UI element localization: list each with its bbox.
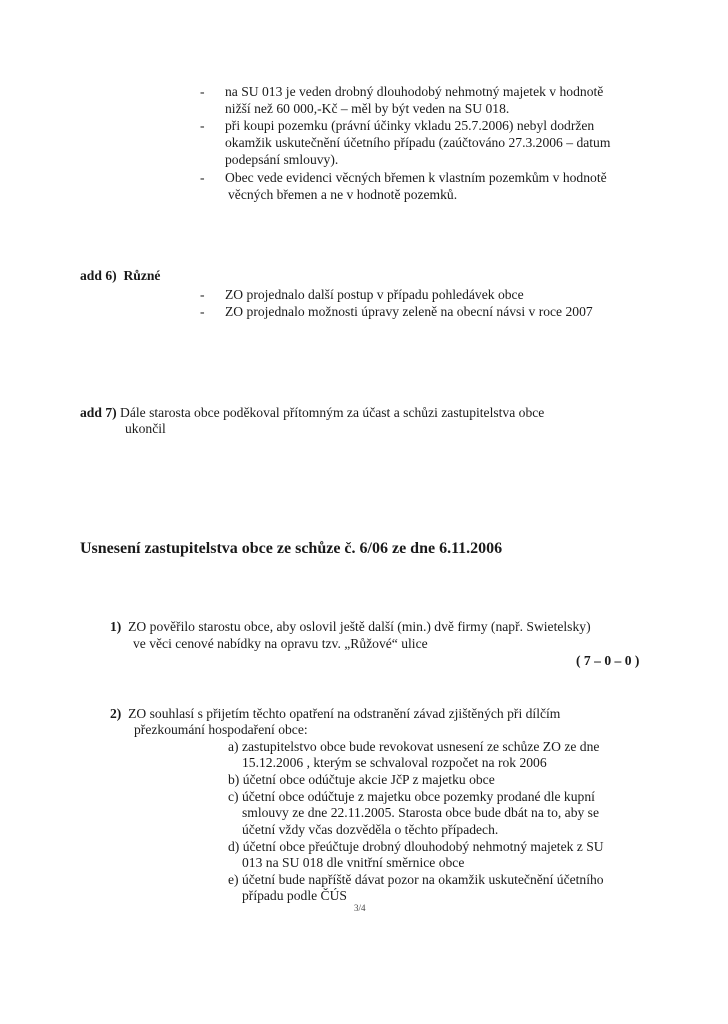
finding-line: podepsání smlouvy). [225, 152, 339, 167]
subitem-line: 15.12.2006 , kterým se schvaloval rozpočet na rok 2006 [242, 755, 547, 770]
section-label: add 6) [80, 268, 117, 283]
subitem-line: smlouvy ze dne 22.11.2005. Starosta obce bude dbát na to, aby se [242, 805, 600, 820]
add6-item-text: ZO projednalo další postup v případu pohledávek obce [225, 287, 524, 302]
bullet-dash: - [200, 287, 205, 302]
section-label: add 7) [80, 405, 117, 420]
resolution-item-1 [110, 619, 591, 636]
subitem-line: a) zastupitelstvo obce bude revokovat usnesení ze schůze ZO ze dne [228, 739, 600, 754]
item-number: 1) [110, 619, 122, 634]
item-number: 2) [110, 706, 122, 721]
item-line: přezkoumání hospodaření obce: [134, 722, 308, 737]
finding-line: nižší než 60 000,-Kč – měl by být veden na SU 018. [225, 101, 510, 116]
add7-line: ukončil [125, 421, 166, 436]
item-line: ve věci cenové nabídky na opravu tzv. „Růžové“ ulice [133, 636, 428, 651]
subitem-line: 013 na SU 018 dle vnitřní směrnice obce [242, 855, 465, 870]
section-add6-heading [80, 268, 160, 285]
subitem-line: b) účetní obce odúčtuje akcie JčP z majetku obce [228, 772, 495, 787]
subitem-line: d) účetní obce přeúčtuje drobný dlouhodobý nehmotný majetek z SU [228, 839, 604, 854]
bullet-dash: - [200, 170, 205, 185]
resolution-item-2 [110, 706, 560, 723]
page-number: 3/4 [354, 903, 366, 913]
finding-line: na SU 013 je veden drobný dlouhodobý nehmotný majetek v hodnotě [225, 84, 604, 99]
add7-line: Dále starosta obce poděkoval přítomným za účast a schůzi zastupitelstva obce [120, 405, 545, 420]
vote-result: ( 7 – 0 – 0 ) [576, 653, 640, 668]
subitem-line: případu podle ČÚS [242, 888, 347, 903]
add6-item-text: ZO projednalo možnosti úpravy zeleně na obecní návsi v roce 2007 [225, 304, 593, 319]
item-line: ZO souhlasí s přijetím těchto opatření na odstranění závad zjištěných při dílčím [128, 706, 561, 721]
subitem-line: účetní vždy včas dozvěděla o těchto případech. [242, 822, 499, 837]
section-title: Různé [123, 268, 161, 283]
resolution-heading: Usnesení zastupitelstva obce ze schůze č. 6/06 ze dne 6.11.2006 [80, 540, 503, 557]
finding-line: okamžik uskutečnění účetního případu (zaúčtováno 27.3.2006 – datum [225, 135, 611, 150]
subitem-line: e) účetní bude napříště dávat pozor na okamžik uskutečnění účetního [228, 872, 604, 887]
section-add7 [80, 405, 544, 422]
bullet-dash: - [200, 304, 205, 319]
finding-line: při koupi pozemku (právní účinky vkladu 25.7.2006) nebyl dodržen [225, 118, 595, 133]
bullet-dash: - [200, 84, 205, 99]
finding-line: Obec vede evidenci věcných břemen k vlastním pozemkům v hodnotě [225, 170, 607, 185]
finding-line: věcných břemen a ne v hodnotě pozemků. [228, 187, 458, 202]
bullet-dash: - [200, 118, 205, 133]
subitem-line: c) účetní obce odúčtuje z majetku obce pozemky prodané dle kupní [228, 789, 595, 804]
item-line: ZO pověřilo starostu obce, aby oslovil ještě další (min.) dvě firmy (např. Swietelsky) [128, 619, 591, 634]
